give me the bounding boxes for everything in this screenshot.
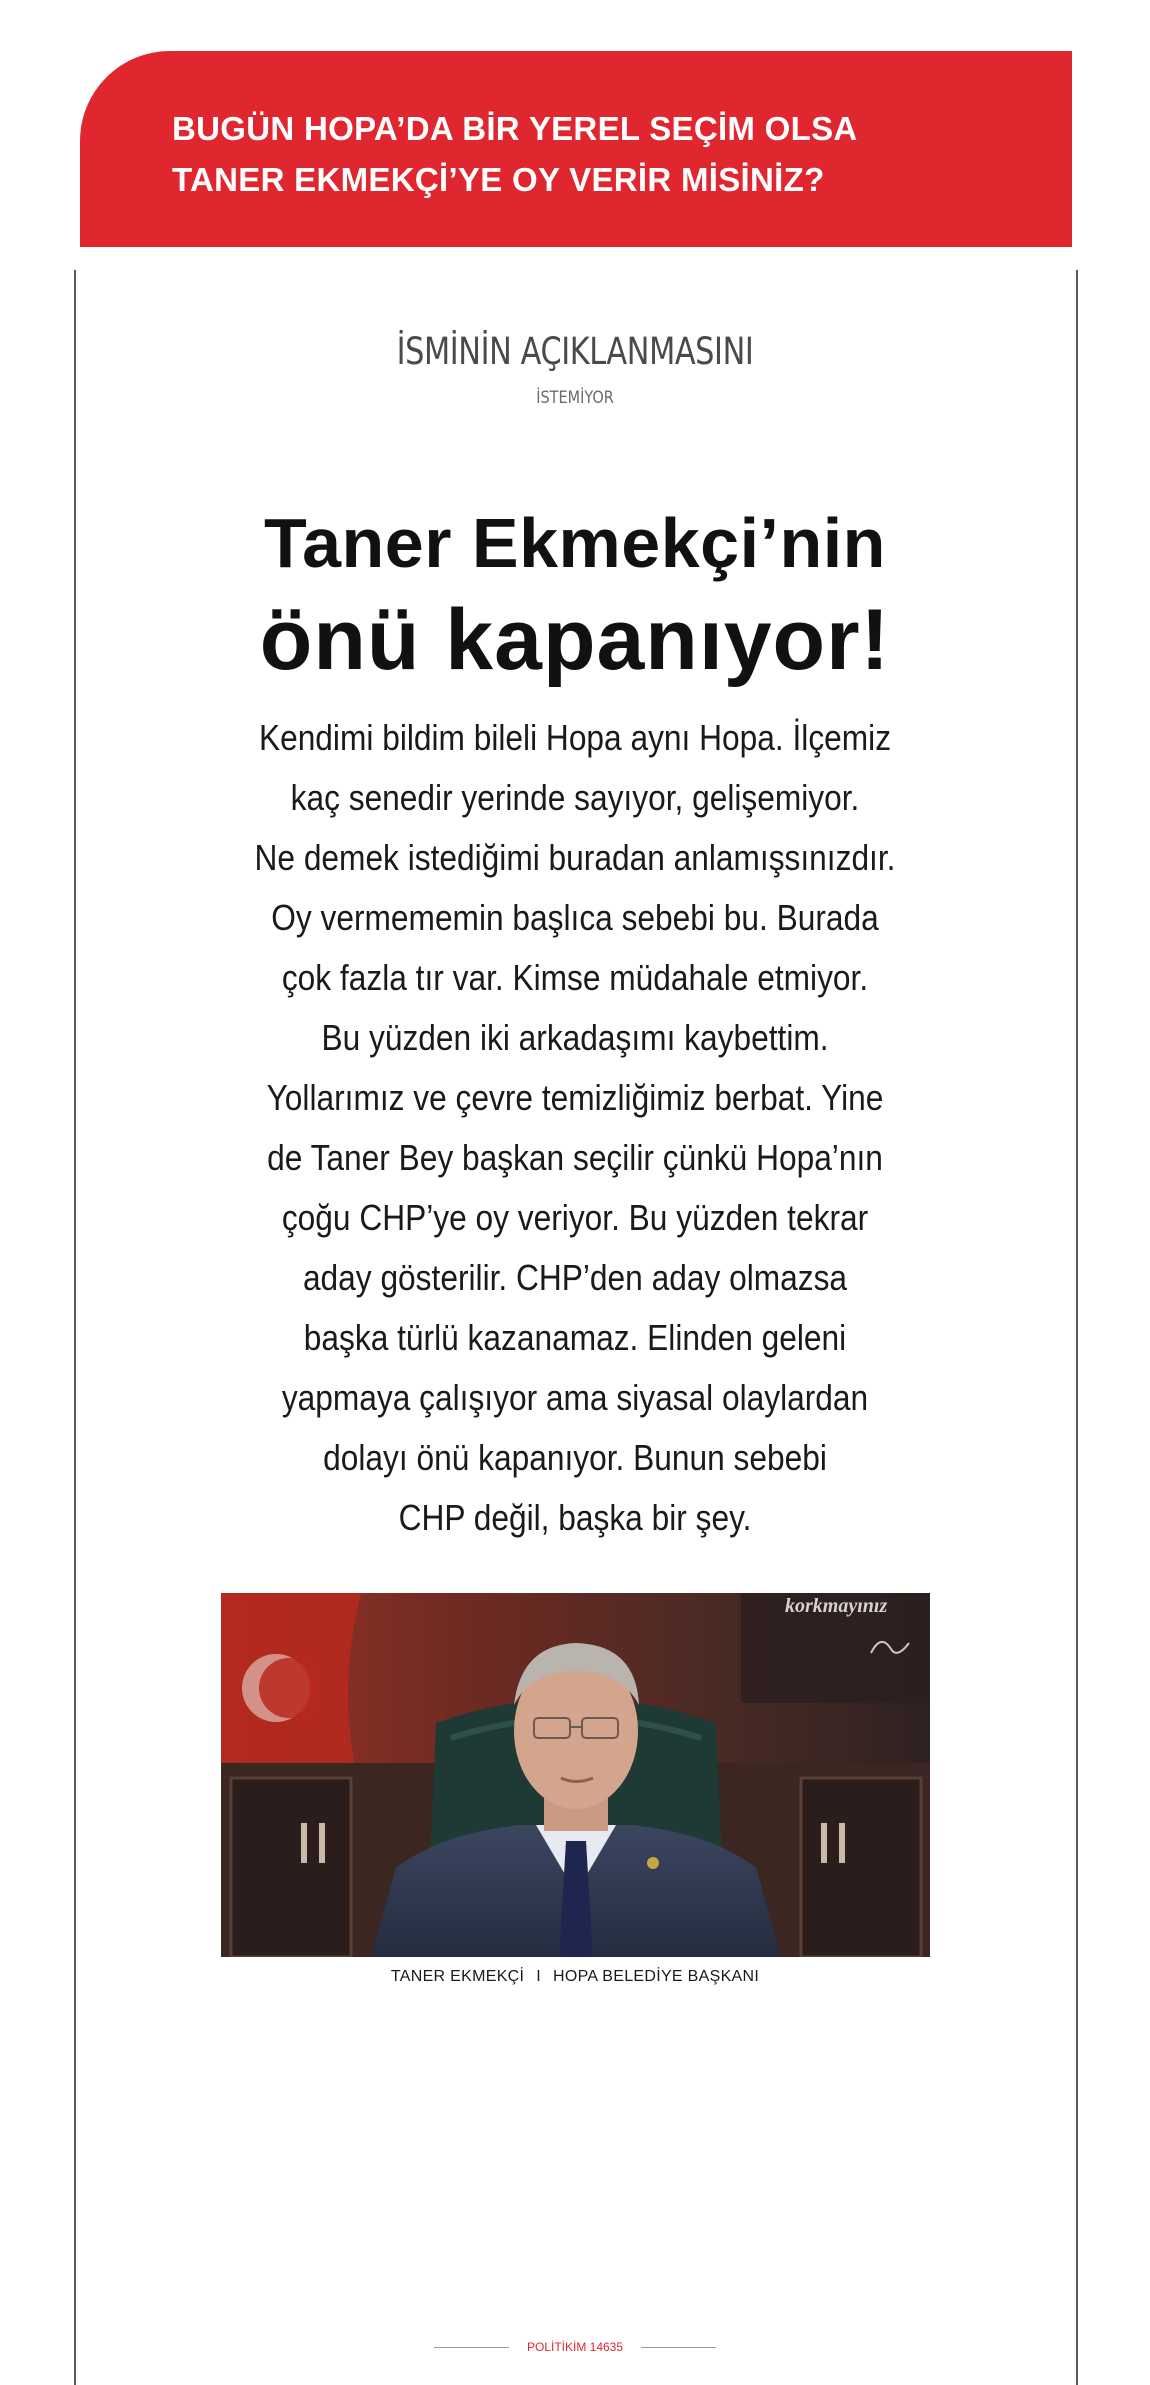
header-question-line-1: BUGÜN HOPA’DA BİR YEREL SEÇİM OLSA [172,110,858,147]
body-line: Kendimi bildim bileli Hopa aynı Hopa. İlçemiz [258,717,892,758]
photo-overlay-text: korkmayınız [785,1595,888,1617]
body-line: çok fazla tır var. Kimse müdahale etmiyor. [281,957,869,998]
article-body [0,708,1150,1548]
footer-label: POLİTİKİM 14635 [526,2340,624,2354]
body-line: Oy vermememin başlıca sebebi bu. Burada [271,897,879,938]
mayor-portrait-photo [221,1593,930,1957]
footer-rule-left [434,2347,509,2348]
body-line: aday gösterilir. CHP’den aday olmazsa [302,1257,848,1298]
body-line: Ne demek istediğimi buradan anlamışsınızdır. [254,837,896,878]
footer-rule-right [641,2347,716,2348]
body-line: dolayı önü kapanıyor. Bunun sebebi [323,1437,827,1478]
body-line: başka türlü kazanamaz. Elinden geleni [303,1317,847,1358]
source-subtitle: İSTEMİYOR [536,388,614,408]
caption-separator: I [536,1968,542,1985]
body-line: CHP değil, başka bir şey. [398,1497,752,1538]
body-line: çoğu CHP’ye oy veriyor. Bu yüzden tekrar [281,1197,869,1238]
body-line: Yollarımız ve çevre temizliğimiz berbat. Yine [266,1077,884,1118]
headline [0,496,1150,690]
body-line: de Taner Bey başkan seçilir çünkü Hopa’nın [267,1137,883,1178]
header-banner [80,51,1072,247]
headline-line-2: önü kapanıyor! [259,592,891,688]
photo-caption [0,1968,1150,1986]
body-line: kaç senedir yerinde sayıyor, gelişemiyor. [290,777,860,818]
headline-line-1: Taner Ekmekçi’nin [264,504,886,582]
header-question-line-2: TANER EKMEKÇİ’YE OY VERİR MİSİNİZ? [172,161,825,198]
body-line: Bu yüzden iki arkadaşımı kaybettim. [321,1017,829,1058]
source-name: İSMİNİN AÇIKLANMASINI [396,330,754,373]
caption-name: TANER EKMEKÇİ [390,1968,525,1985]
footer [0,2340,1150,2354]
caption-title: HOPA BELEDİYE BAŞKANI [553,1968,760,1985]
body-line: yapmaya çalışıyor ama siyasal olaylardan [281,1377,869,1418]
